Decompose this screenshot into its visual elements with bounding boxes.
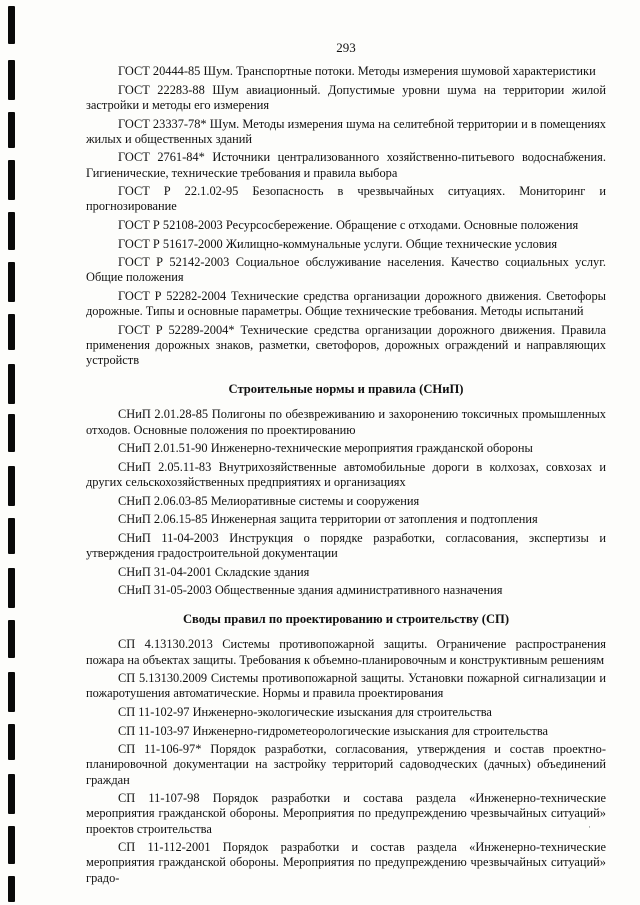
standard-title: Технические средства организации дорожного движения. Правила применения дорожных знаков, разметки, светофоров, дорожных ограждений и направляющих устройств [86, 322, 606, 368]
standard-entry [86, 531, 606, 561]
standard-code: СНиП 31-05-2003 [118, 583, 212, 598]
standard-entry [86, 671, 606, 701]
standard-code: СНиП 11-04-2003 [118, 530, 219, 545]
standard-code: СП 4.13130.2013 [118, 637, 213, 652]
standard-entry [86, 83, 606, 113]
standard-title: Инженерно-технические мероприятия гражданской обороны [210, 441, 533, 456]
standard-code: ГОСТ Р 52108-2003 [118, 217, 223, 232]
standard-code: ГОСТ Р 51617-2000 [118, 236, 223, 251]
document-page [86, 40, 606, 889]
standard-entry [86, 441, 606, 456]
standard-title: Источники централизованного хозяйственно-питьевого водоснабжения. Гигиенические, технические требования и правила выбора [86, 150, 606, 180]
standard-entry [86, 840, 606, 886]
section-heading: Строительные нормы и правила (СНиП) [228, 382, 464, 397]
standard-title: Складские здания [214, 564, 310, 579]
standard-title: Жилищно-коммунальные услуги. Общие технические условия [225, 236, 558, 251]
standard-entry [86, 565, 606, 580]
standard-title: Мелиоративные системы и сооружения [210, 493, 420, 508]
standard-entry [86, 724, 606, 739]
standard-code: СП 11-102-97 [118, 704, 190, 719]
standard-title: Полигоны по обезвреживанию и захоронению токсичных промышленных отходов. Основные положения по проектированию [86, 407, 606, 437]
standard-code: ГОСТ Р 52282-2004 [118, 288, 227, 303]
section-heading: Своды правил по проектированию и строительству (СП) [182, 612, 510, 627]
standard-entry [86, 150, 606, 180]
standard-entry [86, 583, 606, 598]
standard-entry [86, 512, 606, 527]
scan-speck: · [588, 822, 591, 832]
standard-title: Внутрихозяйственные автомобильные дороги в колхозах, совхозах и других сельскохозяйственных предприятиях и организациях [86, 459, 606, 489]
standard-code: СНиП 2.05.11-83 [118, 459, 212, 474]
standard-code: ГОСТ 22283-88 [118, 82, 205, 97]
standard-title: Порядок разработки и состав раздела «Инженерно-технические мероприятия гражданской обороны. Мероприятия по предупреждению чрезвычайных ситуаций» градо- [86, 840, 606, 885]
standard-title: Социальное обслуживание населения. Качество социальных услуг. Общие положения [86, 255, 606, 285]
standard-entry [86, 323, 606, 369]
standard-code: СНиП 31-04-2001 [118, 564, 212, 579]
standard-title: Шум. Транспортные потоки. Методы измерения шумовой характеристики [203, 64, 596, 79]
standard-title: Системы противопожарной защиты. Ограничение распространения пожара на объектах защиты. Требования к объемно-планировочным и конструктивным решениям [86, 637, 606, 667]
standard-title: Инструкция о порядке разработки, согласования, экспертизы и утверждения градостроительной документации [86, 530, 606, 560]
standard-code: ГОСТ Р 52142-2003 [118, 255, 230, 270]
standard-title: Инженерно-гидрометеорологические изыскания для строительства [192, 723, 549, 738]
page-number: 293 [336, 40, 356, 55]
document-body [86, 64, 606, 886]
standard-code: ГОСТ 23337-78* [118, 116, 207, 131]
binding-edge [8, 0, 16, 905]
standard-code: СП 5.13130.2009 [118, 671, 208, 686]
standard-code: СНиП 2.06.03-85 [118, 493, 208, 508]
standard-title: Технические средства организации дорожного движения. Светофоры дорожные. Типы и основные параметры. Общие технические требования. Методы испытаний [86, 288, 606, 319]
standard-title: Инженерная защита территории от затопления и подтопления [210, 512, 538, 527]
standard-entry [86, 255, 606, 285]
standard-entry [86, 705, 606, 720]
standard-code: СНиП 2.06.15-85 [118, 512, 208, 527]
standard-code: СП 11-112-2001 [118, 840, 211, 855]
standard-entry [86, 791, 606, 837]
standard-title: Порядок разработки, согласования, утверждения и состав проектно-планировочной документации на застройку территорий садоводческих (дачных) объединений граждан [86, 742, 606, 787]
standard-entry [86, 64, 606, 79]
standard-entry [86, 460, 606, 490]
standard-title: Шум авиационный. Допустимые уровни шума на территории жилой застройки и методы его измерения [86, 82, 606, 112]
standard-entry [86, 218, 606, 233]
standard-entry [86, 637, 606, 667]
standard-title: Порядок разработки и состава раздела «Инженерно-технические мероприятия гражданской обороны. Мероприятия по предупреждению чрезвычайных ситуаций» проектов строительства [86, 791, 606, 836]
standard-title: Шум. Методы измерения шума на селитебной территории и в помещениях жилых и общественных зданий [86, 116, 606, 146]
standard-title: Безопасность в чрезвычайных ситуациях. Мониторинг и прогнозирование [86, 184, 606, 214]
standard-title: Общественные здания административного назначения [214, 583, 503, 598]
standard-code: ГОСТ Р 52289-2004* [118, 322, 235, 337]
standard-entry [86, 407, 606, 437]
standard-entry [86, 117, 606, 147]
standard-code: СП 11-106-97* [118, 742, 202, 757]
standard-code: СНиП 2.01.28-85 [118, 407, 209, 422]
standard-code: СП 11-107-98 [118, 791, 200, 806]
standard-code: ГОСТ 2761-84* [118, 150, 205, 165]
standard-code: ГОСТ 20444-85 [118, 64, 201, 79]
standard-entry [86, 237, 606, 252]
standard-entry [86, 289, 606, 319]
standard-title: Системы противопожарной защиты. Установки пожарной сигнализации и пожаротушения автоматические. Нормы и правила проектирования [86, 671, 606, 701]
standard-entry [86, 184, 606, 214]
standard-entry [86, 494, 606, 509]
standard-title: Инженерно-экологические изыскания для строительства [192, 704, 492, 719]
standard-code: ГОСТ Р 22.1.02-95 [118, 184, 239, 199]
standard-code: СП 11-103-97 [118, 723, 190, 738]
standard-code: СНиП 2.01.51-90 [118, 441, 208, 456]
standard-title: Ресурсосбережение. Обращение с отходами. Основные положения [225, 217, 579, 232]
standard-entry [86, 742, 606, 788]
